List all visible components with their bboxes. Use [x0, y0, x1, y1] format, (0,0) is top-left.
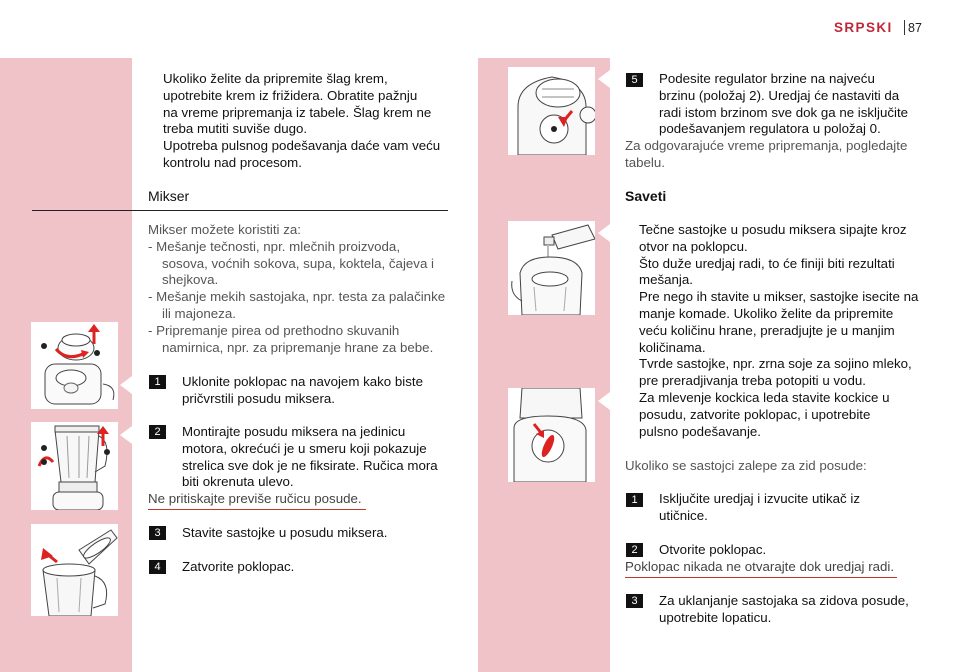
step-number: 4 [149, 560, 166, 574]
step-text: Otvorite poklopac. [659, 542, 767, 557]
header-divider [904, 20, 905, 35]
step-number: 2 [149, 425, 166, 439]
section-rule [32, 210, 448, 211]
tips-text: Tečne sastojke u posudu miksera sipajte kroz otvor na poklopcu. Što duže uredjaj radi, to će finiji biti rezultati mešanja. Pre nego ih stavite u mikser, sastojke isecite na manje komade. Ukoliko želite da pripremite veću količinu hrane, preradjujte je u manjim količinama. Tvrde sastojke, npr. zrna soje za sojino mleko, pre preradjivanja treba potopiti u vodu. Za mlevenje kockica leda stavite kockice u posudu, zatvorite poklopac, i upotrebite pulsno podešavanje. [639, 222, 919, 439]
page-number: 87 [908, 21, 922, 35]
illustration-pointer [598, 70, 610, 88]
illustration-add-ingredients [31, 524, 118, 616]
step-text: Montirajte posudu miksera na jedinicu motora, okrećući je u smeru koji pokazuje strelica sve dok je ne fiksirate. Ručica mora biti okrenuta ulevo. [182, 424, 438, 490]
step-number: 1 [626, 493, 643, 507]
illustration-lid-unscrew [31, 322, 118, 409]
language-label: SRPSKI [834, 20, 893, 35]
illustration-jar-mount [31, 422, 118, 510]
illustration-pointer [598, 392, 610, 410]
step-text: Isključite uredjaj i izvucite utikač iz utičnice. [659, 491, 861, 523]
section-title-saveti: Saveti [625, 188, 667, 204]
illustration-speed-knob [508, 67, 595, 155]
illustration-pulse-button [508, 388, 595, 482]
step-text: Zatvorite poklopac. [182, 559, 295, 574]
illustration-pointer [120, 426, 132, 444]
step-text: Uklonite poklopac na navojem kako biste pričvrstili posudu miksera. [182, 374, 423, 406]
warning-text: Poklopac nikada ne otvarajte dok uredjaj radi. [625, 559, 897, 578]
illustration-pointer [598, 224, 610, 242]
warning-text: Ne pritiskajte previše ručicu posude. [148, 491, 366, 510]
illustration-pour-liquid [508, 221, 595, 315]
step-text: Stavite sastojke u posudu miksera. [182, 525, 388, 540]
step5-note: Za odgovarajuće vreme pripremanja, pogledajte tabelu. [625, 138, 908, 170]
step-number: 2 [626, 543, 643, 557]
step-number: 1 [149, 375, 166, 389]
step-text: Podesite regulator brzine na najveću brzinu (položaj 2). Uredjaj će nastaviti da radi istom brzinom sve dok ga ne isključite podešavanjem regulatora u položaj 0. [659, 71, 909, 137]
step-number: 5 [626, 73, 643, 87]
illustration-pointer [120, 376, 132, 394]
uses-list: Mikser možete koristiti za: - Mešanje tečnosti, npr. mlečnih proizvoda, sosova, voćnih sokova, supa, koktela, čajeva i shejkova. - Mešanje mekih sastojaka, npr. testa za palačinke ili majoneza. - Pripremanje pirea od prethodno skuvanih namirnica, npr. za pripremanje hrane za bebe. [148, 222, 446, 355]
step-text: Za uklanjanje sastojaka sa zidova posude, upotrebite lopaticu. [659, 593, 909, 625]
step-number: 3 [626, 594, 643, 608]
stick-intro: Ukoliko se sastojci zalepe za zid posude: [625, 458, 867, 473]
section-title-mikser: Mikser [148, 188, 190, 204]
step-number: 3 [149, 526, 166, 540]
intro-text: Ukoliko želite da pripremite šlag krem, upotrebite krem iz frižidera. Obratite pažnju na vreme pripremanja iz tabele. Šlag krem ne treba mutiti suviše dugo. Upotreba pulsnog podešavanja daće vam veću kontrolu nad procesom. [163, 71, 441, 170]
